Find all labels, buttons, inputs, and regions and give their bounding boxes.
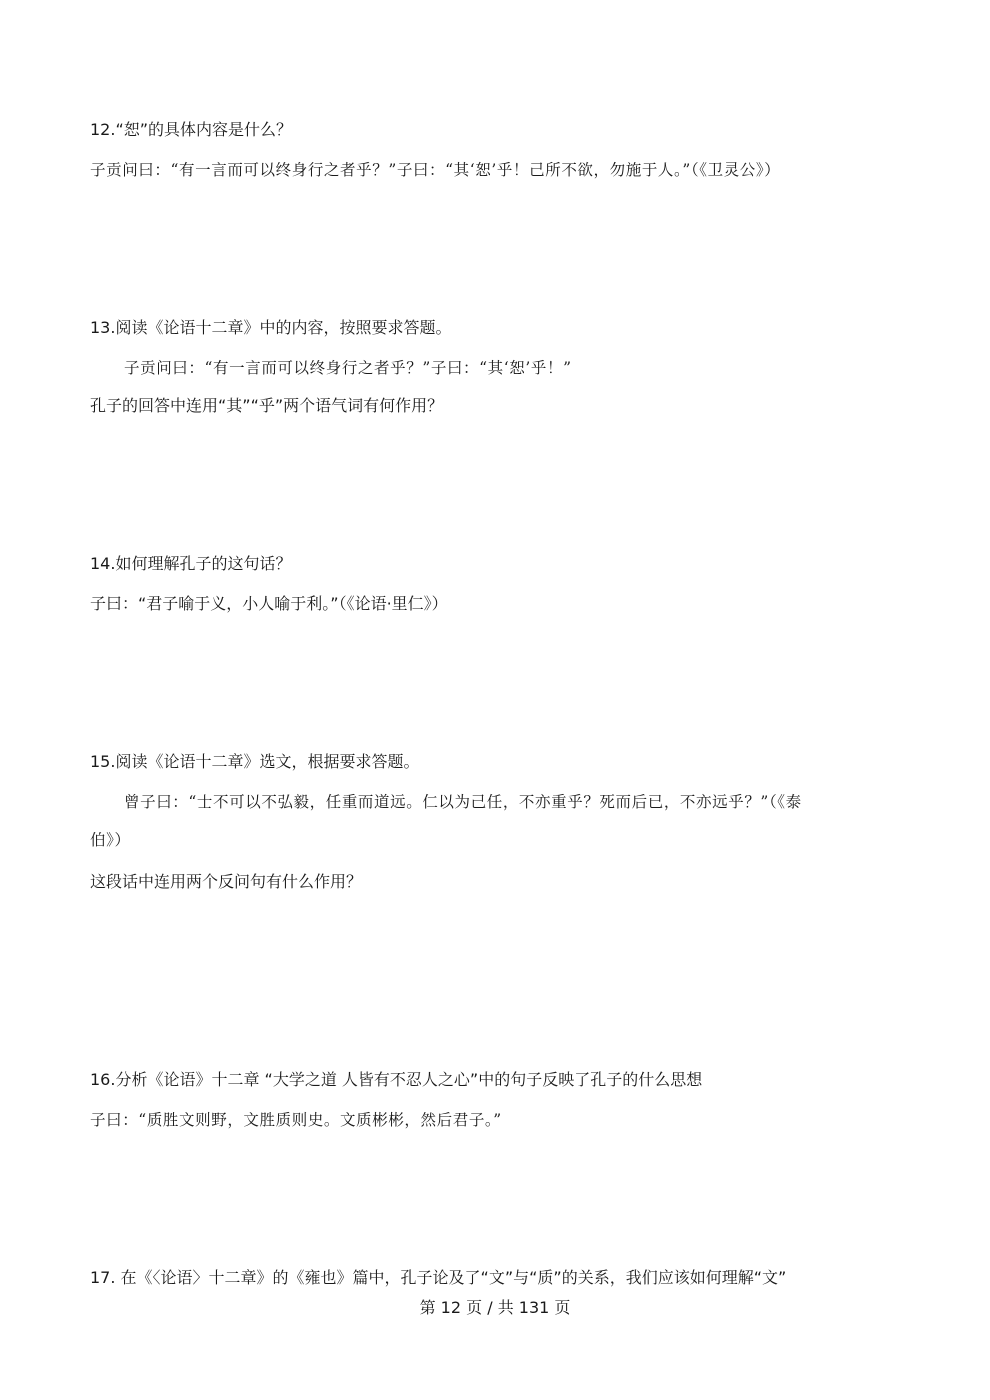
question-15-quote-line-2: 伯》）: [90, 831, 131, 849]
page-number-footer: 第 12 页 / 共 131 页: [419, 1298, 571, 1317]
question-12-quote: 子贡问曰：“有一言而可以终身行之者乎？”子曰：“其‘恕’乎！己所不欲，勿施于人。”（《卫灵公》）: [90, 161, 781, 179]
question-15-prompt: 这段话中连用两个反问句有什么作用？: [90, 872, 363, 891]
question-16-quote: 子曰：“质胜文则野，文胜质则史。文质彬彬，然后君子。”: [90, 1111, 502, 1129]
question-13-title: 13.阅读《论语十二章》中的内容，按照要求答题。: [90, 318, 452, 337]
question-15-title: 15.阅读《论语十二章》选文，根据要求答题。: [90, 752, 420, 771]
question-14-quote: 子曰：“君子喻于义，小人喻于利。”（《论语·里仁》）: [90, 594, 448, 613]
question-16-title: 16.分析《论语》十二章 “大学之道 人皆有不忍人之心”中的句子反映了孔子的什么思想: [90, 1070, 703, 1089]
question-13-quote: 子贡问曰：“有一言而可以终身行之者乎？”子曰：“其‘恕’乎！”: [124, 359, 572, 377]
question-13-prompt: 孔子的回答中连用“其”“乎”两个语气词有何作用？: [90, 396, 444, 415]
question-14-title: 14.如何理解孔子的这句话？: [90, 554, 292, 573]
question-17-title: 17. 在《〈论语〉十二章》的《雍也》篇中，孔子论及了“文”与“质”的关系，我们应该如何理解“文”: [90, 1268, 787, 1287]
question-15-quote-line-1: 曾子曰：“士不可以不弘毅，任重而道远。仁以为己任，不亦重乎？死而后已，不亦远乎？”（《泰: [124, 793, 802, 811]
question-12-title: 12.“恕”的具体内容是什么？: [90, 120, 293, 139]
